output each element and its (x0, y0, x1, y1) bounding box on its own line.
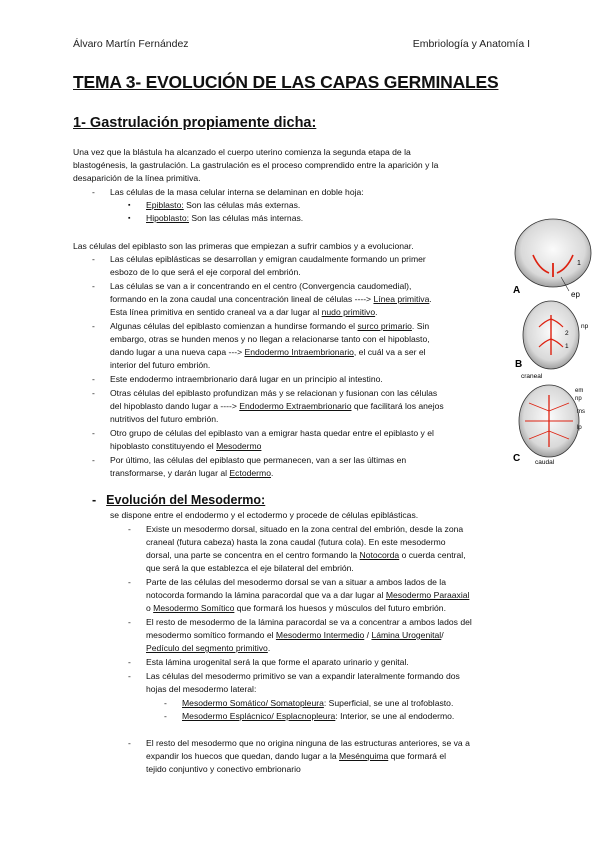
label-np2: np (575, 396, 582, 402)
m4-line: Esta lámina urogenital será la que forme el aparato urinario y genital. (146, 657, 409, 667)
b6-line-2 (110, 440, 261, 453)
somatopleura-item (182, 697, 453, 710)
b2-text: Esta línea primitiva en sentido craneal va a dar lugar al (110, 307, 322, 317)
page-title: TEMA 3- EVOLUCIÓN DE LAS CAPAS GERMINALES (73, 72, 499, 92)
label-craneal: craneal (521, 373, 543, 380)
m6-text: expandir los huecos que quedan, dando lugar a la (146, 751, 340, 761)
endodermo-intra-term: Endodermo Intraembrionario (244, 347, 354, 357)
b2-line-1: Las células se van a ir concentrando en el centro (Convergencia caudomedial), (110, 281, 412, 291)
m3-text: / (364, 630, 372, 640)
b3-line-3 (110, 346, 426, 359)
layers-bullet: Las células de la masa celular interna se delaminan en doble hoja: (110, 187, 364, 197)
b7-text: . (270, 468, 274, 478)
label-2: 2 (565, 330, 569, 337)
lamina-urogenital-term: Lámina Urogenital (371, 630, 442, 640)
esplacnopleura-desc: : Interior, se une al endodermo. (335, 711, 455, 721)
section-heading-gastrulation: 1- Gastrulación propiamente dicha: (73, 115, 317, 131)
nudo-primitivo-term: nudo primitivo (321, 307, 376, 317)
b3-text: Algunas células del epiblasto comienzan a hundirse formando el (110, 321, 358, 331)
b2-text: formando en la zona caudal una concentración lineal de células ----> (110, 294, 374, 304)
bullet-dash: - (92, 321, 95, 331)
b1-line-1: Las células epiblásticas se desarrollan y emigran caudalmente formando un primer (110, 254, 426, 264)
b6-text: hipoblasto constituyendo el (110, 441, 217, 451)
hypoblast-desc: Son las células más internas. (189, 213, 304, 223)
bullet-dash: - (128, 524, 131, 534)
m1-line-1: Existe un mesodermo dorsal, situado en la zona central del embrión, desde la zona (146, 524, 464, 534)
m6-line-1: El resto del mesodermo que no origina ninguna de las estructuras anteriores, se va a (146, 738, 470, 748)
embryo-figure (505, 215, 600, 465)
b5-text: que facilitará los anejos (351, 401, 444, 411)
b5-line-1: Otras células del epiblasto profundizan más y se relacionan y fusionan con las células (110, 388, 438, 398)
somatopleura-term: Mesodermo Somático/ Somatopleura (182, 698, 324, 708)
m3-line-2 (146, 629, 444, 642)
m1-text: dorsal, una parte se concentra en el centro formando la (146, 550, 360, 560)
m3-line-3 (146, 642, 270, 655)
bullet-dash: - (128, 577, 131, 587)
b2-line-2 (110, 293, 432, 306)
epiblast-item (146, 199, 300, 212)
epiblast-desc: Son las células más externas. (183, 200, 301, 210)
b2-text: . (429, 294, 432, 304)
m6-line-3: tejido conjuntivo y conectivo embrionario (146, 764, 301, 774)
m1-line-3 (146, 549, 466, 562)
mesenquima-term: Mesénquima (339, 751, 389, 761)
bullet-dash: - (92, 455, 95, 465)
m6-text: que formará el (388, 751, 447, 761)
label-lp: lp (577, 425, 582, 431)
intro-line-2: blastogénesis, la gastrulación. La gastrulación es el proceso comprendido entre la aparición y la (73, 160, 439, 170)
m2-line-1: Parte de las células del mesodermo dorsal se van a situar a ambos lados de la (146, 577, 446, 587)
bullet-dash: - (92, 388, 95, 398)
m3-text: mesodermo somítico formando el (146, 630, 276, 640)
label-1b: 1 (565, 343, 569, 350)
b3-text: dando lugar a una nueva capa ---> (110, 347, 245, 357)
esplacnopleura-term: Mesodermo Esplácnico/ Esplacnopleura (182, 711, 336, 721)
square-bullet: ▪ (128, 215, 131, 222)
b7-line-1: Por último, las células del epiblasto que permanecen, van a ser las últimas en (110, 455, 407, 465)
m3-text: . (267, 643, 271, 653)
b7-line-2 (110, 467, 273, 480)
intro-line-3: desaparición de la línea primitiva. (73, 173, 201, 183)
b5-line-2 (110, 400, 444, 413)
esplacnopleura-item (182, 710, 454, 723)
b3-text: , el cuál va a ser el (353, 347, 426, 357)
epiblast-term: Epiblasto: (146, 200, 184, 210)
bullet-dash: - (92, 281, 95, 291)
header-subject: Embriología y Anatomía I (412, 38, 530, 50)
m6-line-2 (146, 750, 446, 763)
section-heading-mesodermo (92, 493, 265, 507)
bullet-dash: - (92, 187, 95, 197)
label-a: A (513, 285, 521, 296)
b4-line: Este endodermo intraembrionario dará lugar en un principio al intestino. (110, 374, 383, 384)
epiblast-intro: Las células del epiblasto son las primeras que empiezan a sufrir cambios y a evolucionar. (73, 241, 414, 251)
heading-text: Evolución del Mesodermo: (106, 493, 266, 507)
m2-line-2 (146, 589, 469, 602)
mesodermo-term: Mesodermo (216, 441, 262, 451)
label-ep: ep (571, 290, 580, 299)
mesodermo-somitico-term: Mesodermo Somítico (153, 603, 235, 613)
b7-text: transformarse, y darán lugar al (110, 468, 230, 478)
linea-primitiva-term: Línea primitiva (373, 294, 430, 304)
bullet-dash: - (92, 254, 95, 264)
bullet-dash: - (164, 698, 167, 708)
pediculo-term: Pedículo del segmento primitivo (146, 643, 268, 653)
bullet-dash: - (92, 428, 95, 438)
m2-text: o (146, 603, 154, 613)
square-bullet: ▪ (128, 202, 131, 209)
header-author: Álvaro Martín Fernández (73, 38, 189, 50)
ectodermo-term: Ectodermo (229, 468, 271, 478)
mesodermo-intro: se dispone entre el endodermo y el ectodermo y procede de células epiblásticas. (110, 510, 419, 520)
m2-line-3 (146, 602, 446, 615)
label-ms: ms (577, 409, 585, 415)
mesodermo-paraaxial-term: Mesodermo Paraaxial (385, 590, 470, 600)
notocorda-term: Notocorda (359, 550, 400, 560)
b6-line-1: Otro grupo de células del epiblasto van a emigrar hasta quedar entre el epiblasto y el (110, 428, 434, 438)
heading-dash: - (92, 493, 97, 507)
b1-line-2: esbozo de lo que será el eje corporal del embrión. (110, 267, 301, 277)
bullet-dash: - (128, 671, 131, 681)
bullet-dash: - (128, 617, 131, 627)
intro-line-1: Una vez que la blástula ha alcanzado el cuerpo uterino comienza la segunda etapa de la (73, 147, 411, 157)
m1-line-2: craneal (futura cabeza) hasta la zona caudal (futura cola). En este mesodermo (146, 537, 446, 547)
m1-text: o cuerda central, (399, 550, 466, 560)
mesodermo-intermedio-term: Mesodermo Intermedio (275, 630, 365, 640)
bullet-dash: - (92, 374, 95, 384)
label-1a: 1 (577, 260, 581, 267)
b3-line-2: embargo, otras se hunden menos y no llegan a relacionarse tanto con el hipoblasto, (110, 334, 430, 344)
label-c: C (513, 453, 521, 464)
endodermo-extra-term: Endodermo Extraembrionario (239, 401, 352, 411)
m1-line-4: que será la que establezca el eje bilateral del embrión. (146, 563, 354, 573)
label-np: np (581, 323, 589, 330)
m2-text: notocorda formando la lámina paracordal que va a dar lugar al (146, 590, 386, 600)
m2-text: que formará los huesos y músculos del futuro embrión. (234, 603, 446, 613)
m5-line-1: Las células del mesodermo primitivo se van a expandir lateralmente formando dos (146, 671, 460, 681)
surco-primario-term: surco primario (357, 321, 412, 331)
m3-line-1: El resto de mesodermo de la lámina paracordal se va a concentrar a ambos lados del (146, 617, 472, 627)
m5-line-2: hojas del mesodermo lateral: (146, 684, 257, 694)
somatopleura-desc: : Superficial, se une al trofoblasto. (323, 698, 454, 708)
m3-text: / (441, 630, 444, 640)
bullet-dash: - (164, 711, 167, 721)
b5-line-3: nutritivos del futuro embrión. (110, 414, 219, 424)
b2-text: . (375, 307, 378, 317)
hypoblast-term: Hipoblasto: (146, 213, 189, 223)
label-b: B (515, 359, 523, 370)
b3-line-4: interior del futuro embrión. (110, 360, 211, 370)
bullet-dash: - (128, 738, 131, 748)
bullet-dash: - (128, 657, 131, 667)
b3-text: . Sin (411, 321, 430, 331)
embryo-figure-svg (505, 215, 600, 465)
b2-line-3 (110, 306, 378, 319)
b3-line-1 (110, 320, 429, 333)
hypoblast-item (146, 212, 303, 225)
b5-text: del hipoblasto dando lugar a ----> (110, 401, 240, 411)
label-caudal: caudal (535, 459, 555, 465)
label-em: em (575, 388, 584, 394)
